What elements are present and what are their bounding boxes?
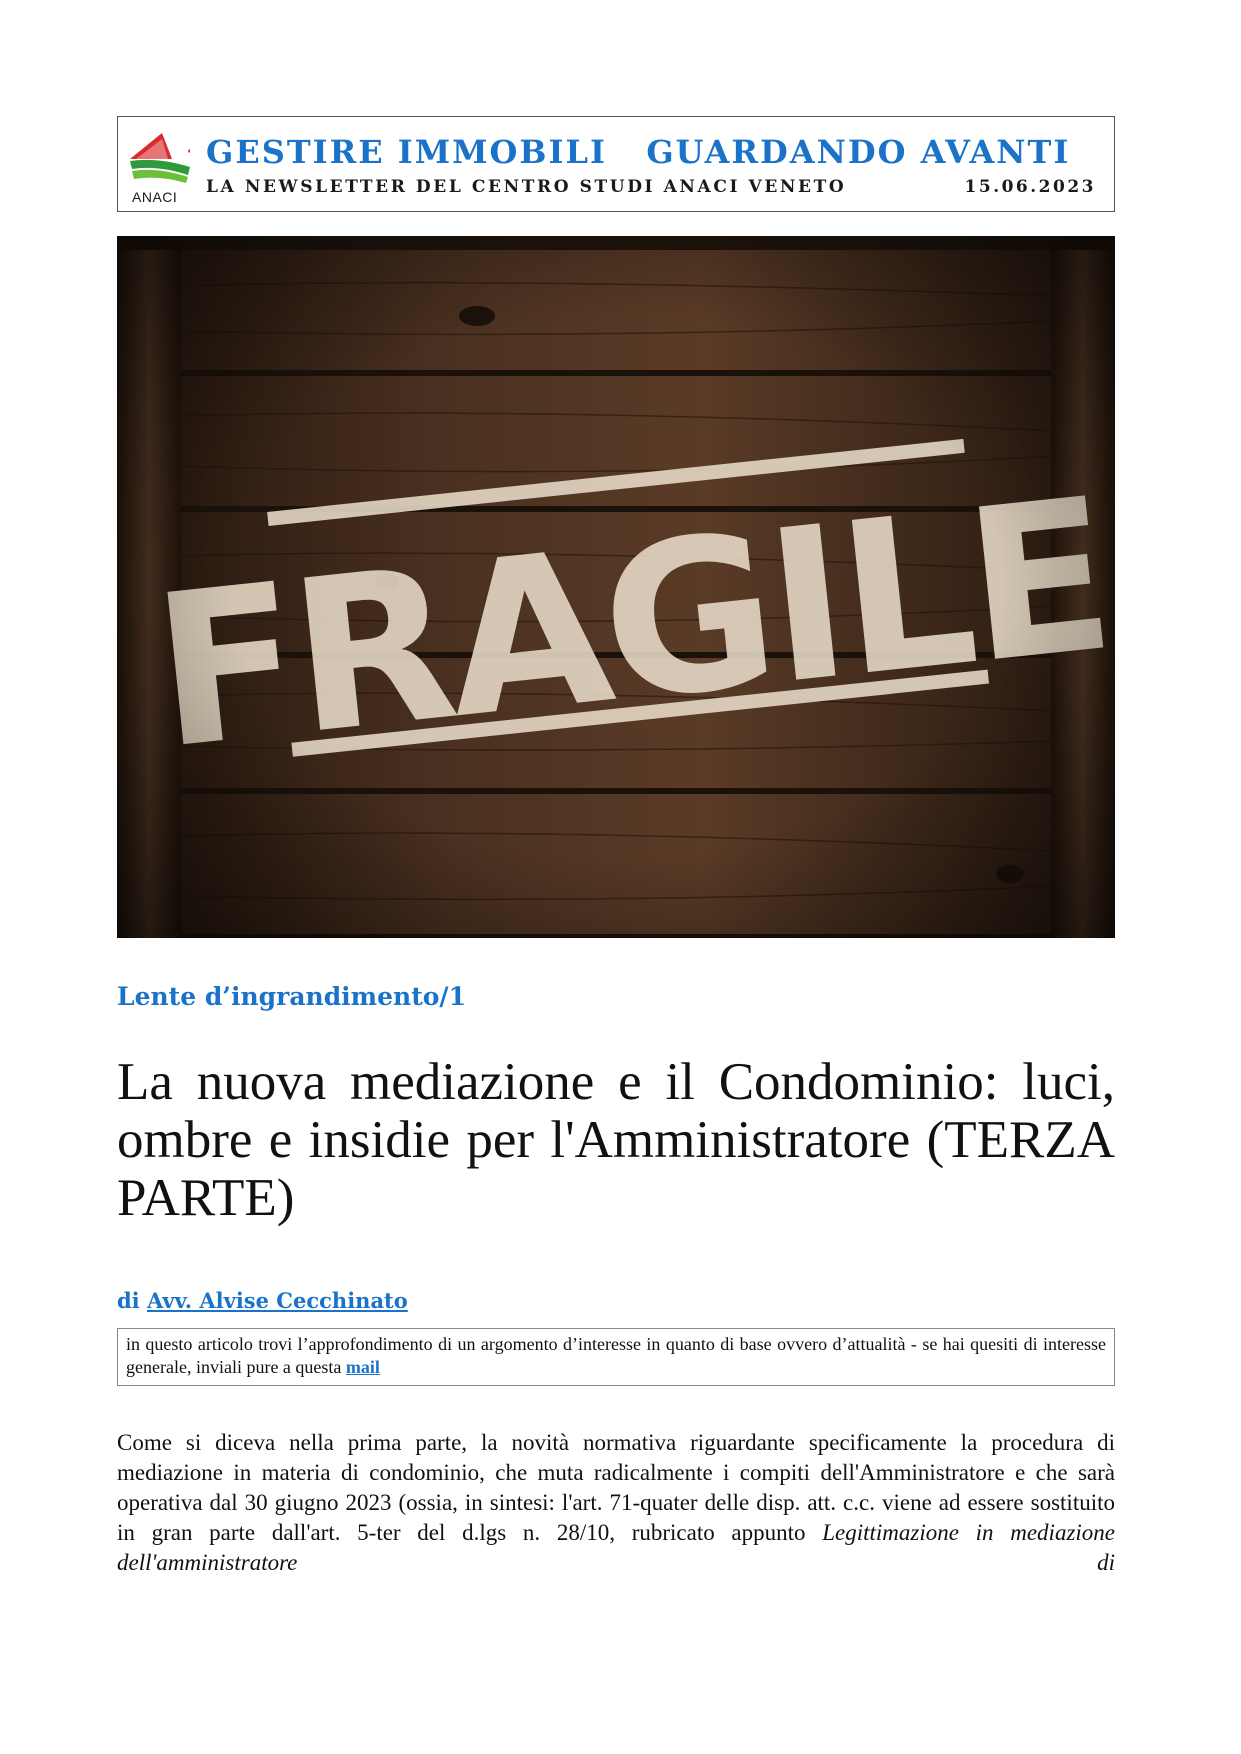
byline-prefix: di bbox=[117, 1288, 147, 1313]
section-kicker: Lente d’ingrandimento/1 bbox=[117, 982, 466, 1011]
newsletter-title: GESTIRE IMMOBILI GUARDANDO AVANTI bbox=[206, 133, 1071, 171]
article-info-box bbox=[117, 1328, 1115, 1386]
article-headline: La nuova mediazione e il Condominio: luci, ombre e insidie per l'Amministratore (TERZA PARTE) bbox=[117, 1053, 1115, 1227]
mail-link[interactable]: mail bbox=[345, 1357, 380, 1377]
hero-image bbox=[117, 236, 1115, 938]
newsletter-masthead bbox=[117, 116, 1115, 212]
logo-wordmark: ANACI bbox=[132, 189, 178, 205]
author-link[interactable]: Avv. Alvise Cecchinato bbox=[146, 1288, 408, 1313]
body-main-text: Come si diceva nella prima parte, la novità normativa riguardante specificamente la procedura di mediazione in materia di condominio, che muta radicalmente i compiti dell'Amministratore e che sarà operativa dal 30 giugno 2023 (ossia, in sintesi: l'art. 71-quater delle disp. att. c.c. viene ad essere sostituito in gran parte dall'art. 5-ter del d.lgs n. 28/10, rubricato appunto bbox=[117, 1430, 1115, 1545]
info-box-text: in questo articolo trovi l’approfondimento di un argomento d’interesse in quanto di base ovvero d’attualità - se hai quesiti di interesse generale, inviali pure a questa bbox=[126, 1334, 1106, 1377]
anaci-logo-icon bbox=[128, 129, 190, 189]
article-body-paragraph bbox=[117, 1428, 1115, 1578]
anaci-logo bbox=[128, 129, 190, 209]
article-byline bbox=[117, 1288, 408, 1313]
fragile-crate-illustration bbox=[117, 236, 1115, 938]
newsletter-subtitle: LA NEWSLETTER DEL CENTRO STUDI ANACI VENETO bbox=[206, 177, 847, 197]
issue-date: 15.06.2023 bbox=[964, 177, 1096, 197]
body-italic-text: Legittimazione in mediazione dell'amministratore di bbox=[117, 1520, 1115, 1575]
